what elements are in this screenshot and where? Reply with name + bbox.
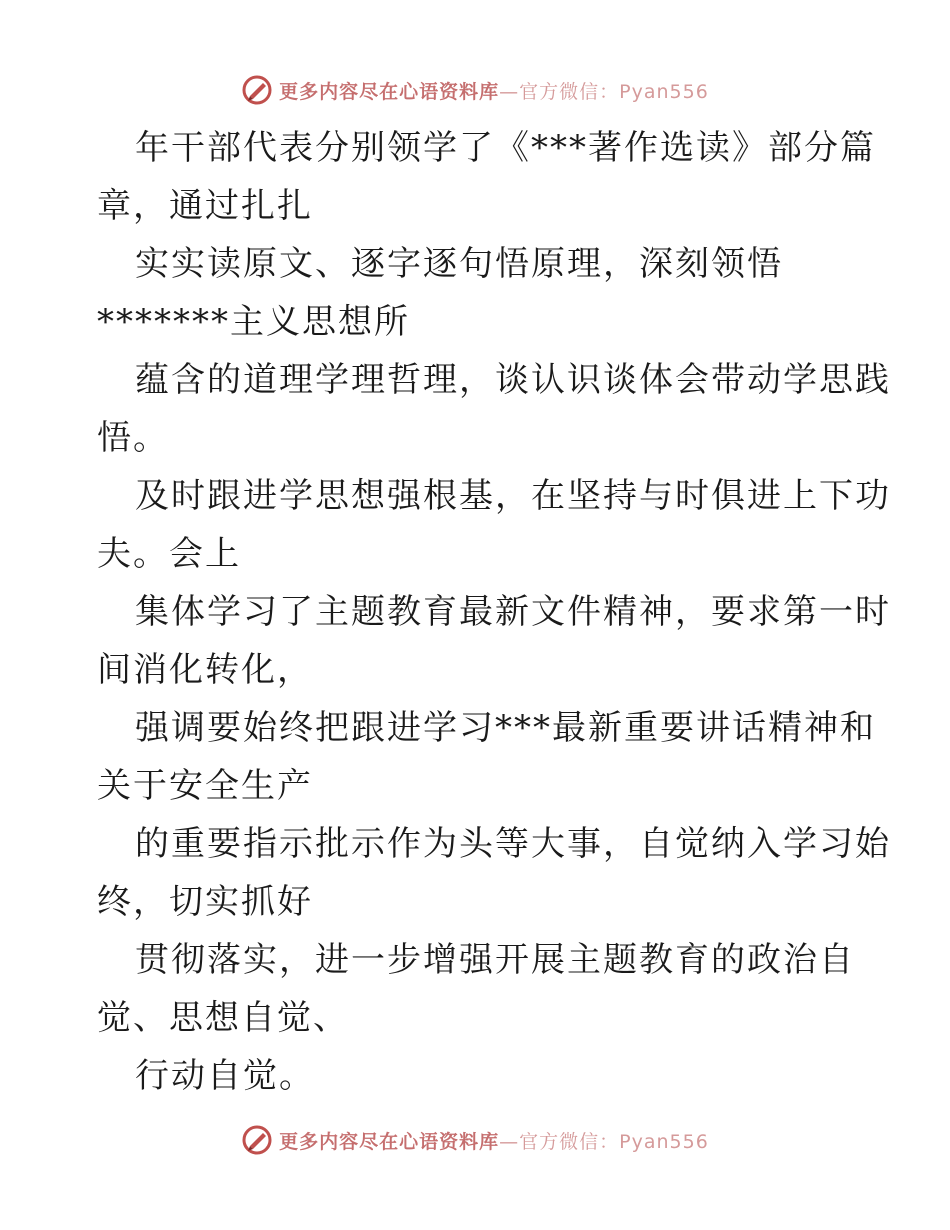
header-text: [279, 77, 709, 104]
body-line: 及时跟进学思想强根基，在坚持与时俱进上下功: [135, 476, 891, 516]
body-line: 集体学习了主题教育最新文件精神，要求第一时: [135, 592, 891, 632]
header-separator: —: [499, 80, 520, 103]
body-line: 蕴含的道理学理哲理，谈认识谈体会带动学思践: [135, 360, 891, 400]
body-line: 年干部代表分别领学了《***著作选读》部分篇: [135, 128, 876, 168]
body-line: 章，通过扎扎: [97, 186, 313, 226]
body-line: 关于安全生产: [97, 766, 313, 806]
body-line: 行动自觉。: [135, 1056, 315, 1096]
pen-logo-icon: [241, 74, 273, 106]
body-line: 强调要始终把跟进学习***最新重要讲话精神和: [135, 708, 876, 748]
footer-separator: —: [499, 1130, 520, 1153]
footer-watermark: [0, 1120, 950, 1160]
header-wechat: 官方微信：Pyan556: [519, 80, 709, 103]
body-line: 实实读原文、逐字逐句悟原理，深刻领悟: [135, 244, 783, 284]
footer-wechat: 官方微信：Pyan556: [519, 1130, 709, 1153]
pen-logo-icon: [241, 1124, 273, 1156]
body-line: 觉、思想自觉、: [97, 998, 349, 1038]
footer-brand: 更多内容尽在心语资料库: [279, 1130, 500, 1153]
body-line: 终，切实抓好: [97, 882, 313, 922]
footer-text: [279, 1127, 709, 1154]
body-line: *******主义思想所: [97, 302, 410, 342]
body-line: 贯彻落实，进一步增强开展主题教育的政治自: [135, 940, 855, 980]
body-line: 悟。: [97, 418, 169, 458]
header-brand: 更多内容尽在心语资料库: [279, 80, 500, 103]
header-watermark: [0, 70, 950, 110]
body-line: 夫。会上: [97, 534, 241, 574]
body-line: 的重要指示批示作为头等大事，自觉纳入学习始: [135, 824, 891, 864]
body-line: 间消化转化，: [97, 650, 313, 690]
document-body: [97, 119, 891, 1105]
